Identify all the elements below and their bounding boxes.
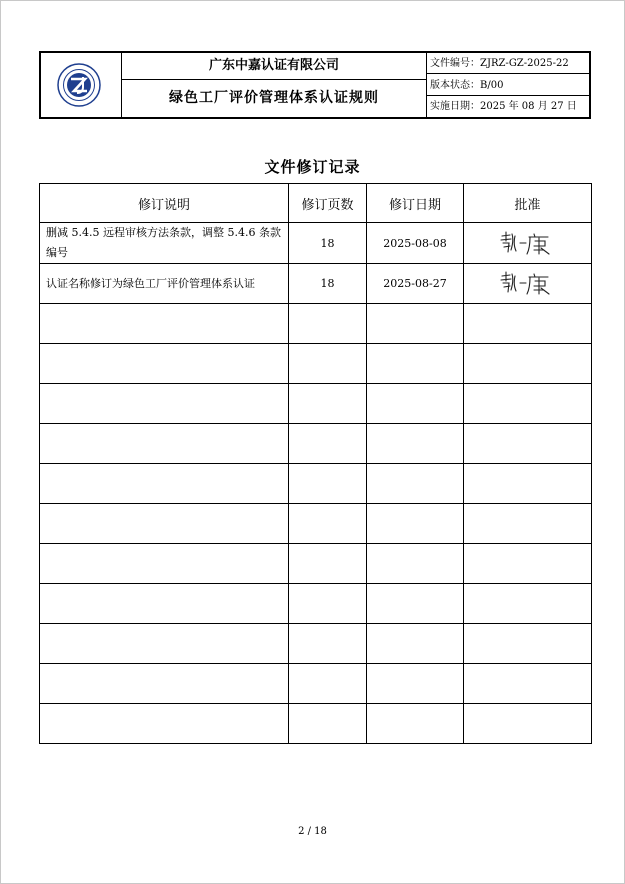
table-row <box>40 223 592 264</box>
empty-cell <box>367 584 464 624</box>
empty-cell <box>464 704 592 744</box>
empty-cell <box>40 624 289 664</box>
empty-cell <box>289 424 367 464</box>
approver-signature <box>464 223 592 264</box>
table-row-empty <box>40 384 592 424</box>
empty-cell <box>40 464 289 504</box>
empty-cell <box>289 664 367 704</box>
empty-cell <box>367 304 464 344</box>
effective-date: 实施日期：2025 年 08 月 27 日 <box>430 101 577 112</box>
empty-cell <box>464 504 592 544</box>
revision-date: 2025-08-27 <box>367 264 464 304</box>
document-title: 绿色工厂评价管理体系认证规则 <box>122 80 427 117</box>
document-number: 文件编号：ZJRZ-GZ-2025-22 <box>427 53 589 74</box>
table-header-row <box>40 184 592 223</box>
table-row-empty <box>40 304 592 344</box>
empty-cell <box>289 344 367 384</box>
empty-cell <box>289 504 367 544</box>
table-row-empty <box>40 424 592 464</box>
empty-cell <box>367 624 464 664</box>
table-row-empty <box>40 704 592 744</box>
revision-description: 删减 5.4.5 远程审核方法条款，调整 5.4.6 条款编号 <box>40 223 289 264</box>
empty-cell <box>289 464 367 504</box>
empty-cell <box>367 704 464 744</box>
empty-cell <box>367 384 464 424</box>
page-number: 2 / 18 <box>298 826 327 837</box>
empty-cell <box>367 464 464 504</box>
empty-cell <box>367 344 464 384</box>
revision-date: 2025-08-08 <box>367 223 464 264</box>
empty-cell <box>40 344 289 384</box>
revision-pages: 18 <box>289 264 367 304</box>
empty-cell <box>40 584 289 624</box>
empty-cell <box>464 384 592 424</box>
empty-cell <box>40 704 289 744</box>
empty-cell <box>367 424 464 464</box>
empty-cell <box>40 544 289 584</box>
company-logo-icon <box>57 63 101 107</box>
empty-cell <box>367 544 464 584</box>
empty-cell <box>367 504 464 544</box>
table-row-empty <box>40 624 592 664</box>
table-row-empty <box>40 584 592 624</box>
empty-cell <box>40 304 289 344</box>
approver-signature <box>464 264 592 304</box>
empty-cell <box>289 384 367 424</box>
revision-description: 认证名称修订为绿色工厂评价管理体系认证 <box>40 264 289 304</box>
table-row-empty <box>40 504 592 544</box>
empty-cell <box>289 544 367 584</box>
empty-cell <box>464 544 592 584</box>
empty-cell <box>464 464 592 504</box>
table-row-empty <box>40 664 592 704</box>
table-row-empty <box>40 544 592 584</box>
version-status: 版本状态：B/00 <box>427 75 589 96</box>
company-name: 广东中嘉认证有限公司 <box>122 53 427 80</box>
column-header-date: 修订日期 <box>367 184 464 223</box>
empty-cell <box>40 504 289 544</box>
empty-cell <box>464 624 592 664</box>
signature-image <box>498 268 558 296</box>
empty-cell <box>40 664 289 704</box>
empty-cell <box>464 304 592 344</box>
column-header-description: 修订说明 <box>40 184 289 223</box>
empty-cell <box>289 304 367 344</box>
document-header <box>39 51 591 119</box>
empty-cell <box>464 584 592 624</box>
signature-image <box>498 228 558 256</box>
empty-cell <box>40 424 289 464</box>
table-row-empty <box>40 344 592 384</box>
table-row-empty <box>40 464 592 504</box>
empty-cell <box>464 664 592 704</box>
revision-pages: 18 <box>289 223 367 264</box>
empty-cell <box>289 584 367 624</box>
empty-cell <box>464 424 592 464</box>
column-header-pages: 修订页数 <box>289 184 367 223</box>
empty-cell <box>464 344 592 384</box>
section-title: 文件修订记录 <box>264 158 361 176</box>
logo-cell <box>41 53 122 117</box>
empty-cell <box>40 384 289 424</box>
revision-table <box>39 183 592 744</box>
empty-cell <box>289 624 367 664</box>
column-header-approval: 批准 <box>464 184 592 223</box>
empty-cell <box>367 664 464 704</box>
empty-cell <box>289 704 367 744</box>
table-row <box>40 264 592 304</box>
